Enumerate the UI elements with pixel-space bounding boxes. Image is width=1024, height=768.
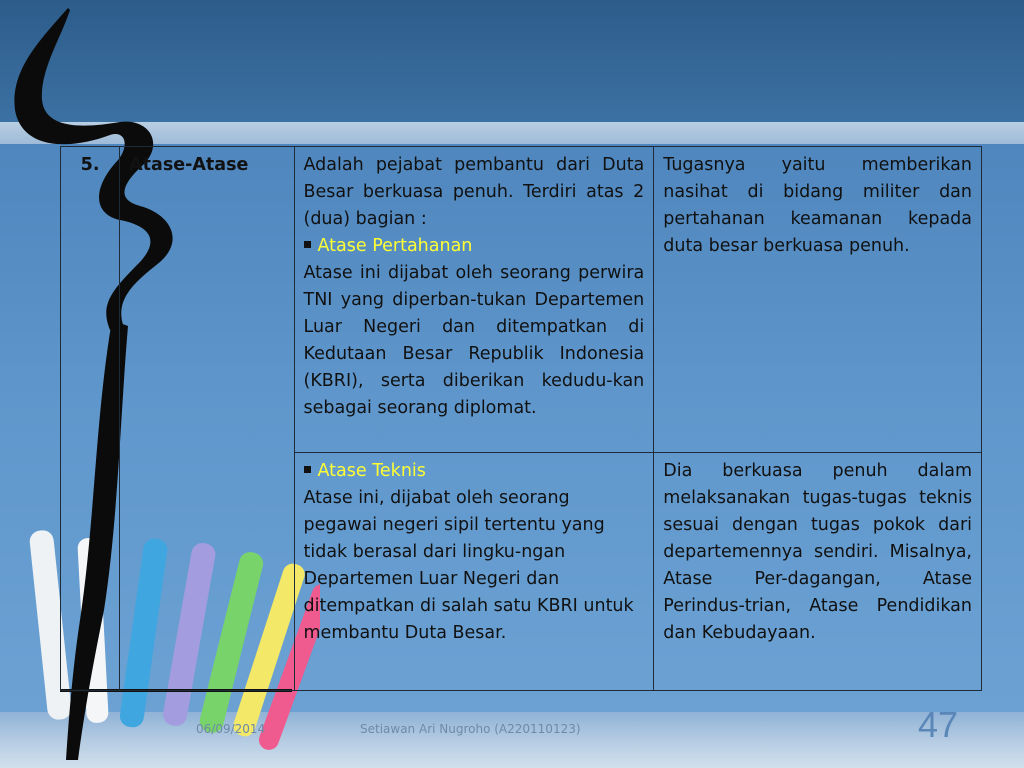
role-cell: Dia berkuasa penuh dalam melaksanakan tugas-tugas teknis sesuai dengan tugas pokok dari departemennya sendiri. Misalnya, Atase Per-dagangan, Atase Perindus-trian, Atase Pendidikan dan Kebudayaan. [654, 453, 982, 691]
bullet-item [304, 458, 645, 485]
bullet-label: Atase Pertahanan [317, 236, 473, 256]
description-body: Atase ini, dijabat oleh seorang pegawai negeri sipil tertentu yang tidak berasal dari lingku-ngan Departemen Luar Negeri dan ditempatkan di salah satu KBRI untuk membantu Duta Besar. [303, 488, 634, 643]
description-cell [294, 147, 654, 453]
description-body: Atase ini dijabat oleh seorang perwira TNI yang diperban-tukan Departemen Luar Negeri dan ditempatkan di Kedutaan Besar Republik Indonesia (KBRI), serta diberikan kedudu-kan sebagai seorang diplomat. [303, 263, 645, 418]
bullet-icon [304, 466, 311, 473]
attache-table [60, 146, 982, 691]
row-name: Atase-Atase [120, 147, 294, 691]
footer-author: Setiawan Ari Nugroho (A220110123) [360, 722, 581, 736]
footer-date: 06/09/2014 [196, 722, 266, 736]
bullet-item [304, 233, 645, 260]
row-number: 5. [61, 147, 120, 691]
description-intro: Adalah pejabat pembantu dari Duta Besar berkuasa penuh. Terdiri atas 2 (dua) bagian : [303, 155, 645, 229]
role-cell: Tugasnya yaitu memberikan nasihat di bidang militer dan pertahanan keamanan kepada duta besar berkuasa penuh. [654, 147, 982, 453]
description-cell [294, 453, 654, 691]
bullet-icon [304, 241, 311, 248]
bullet-label: Atase Teknis [317, 461, 426, 481]
page-number: 47 [918, 704, 959, 745]
table-row [61, 147, 982, 453]
